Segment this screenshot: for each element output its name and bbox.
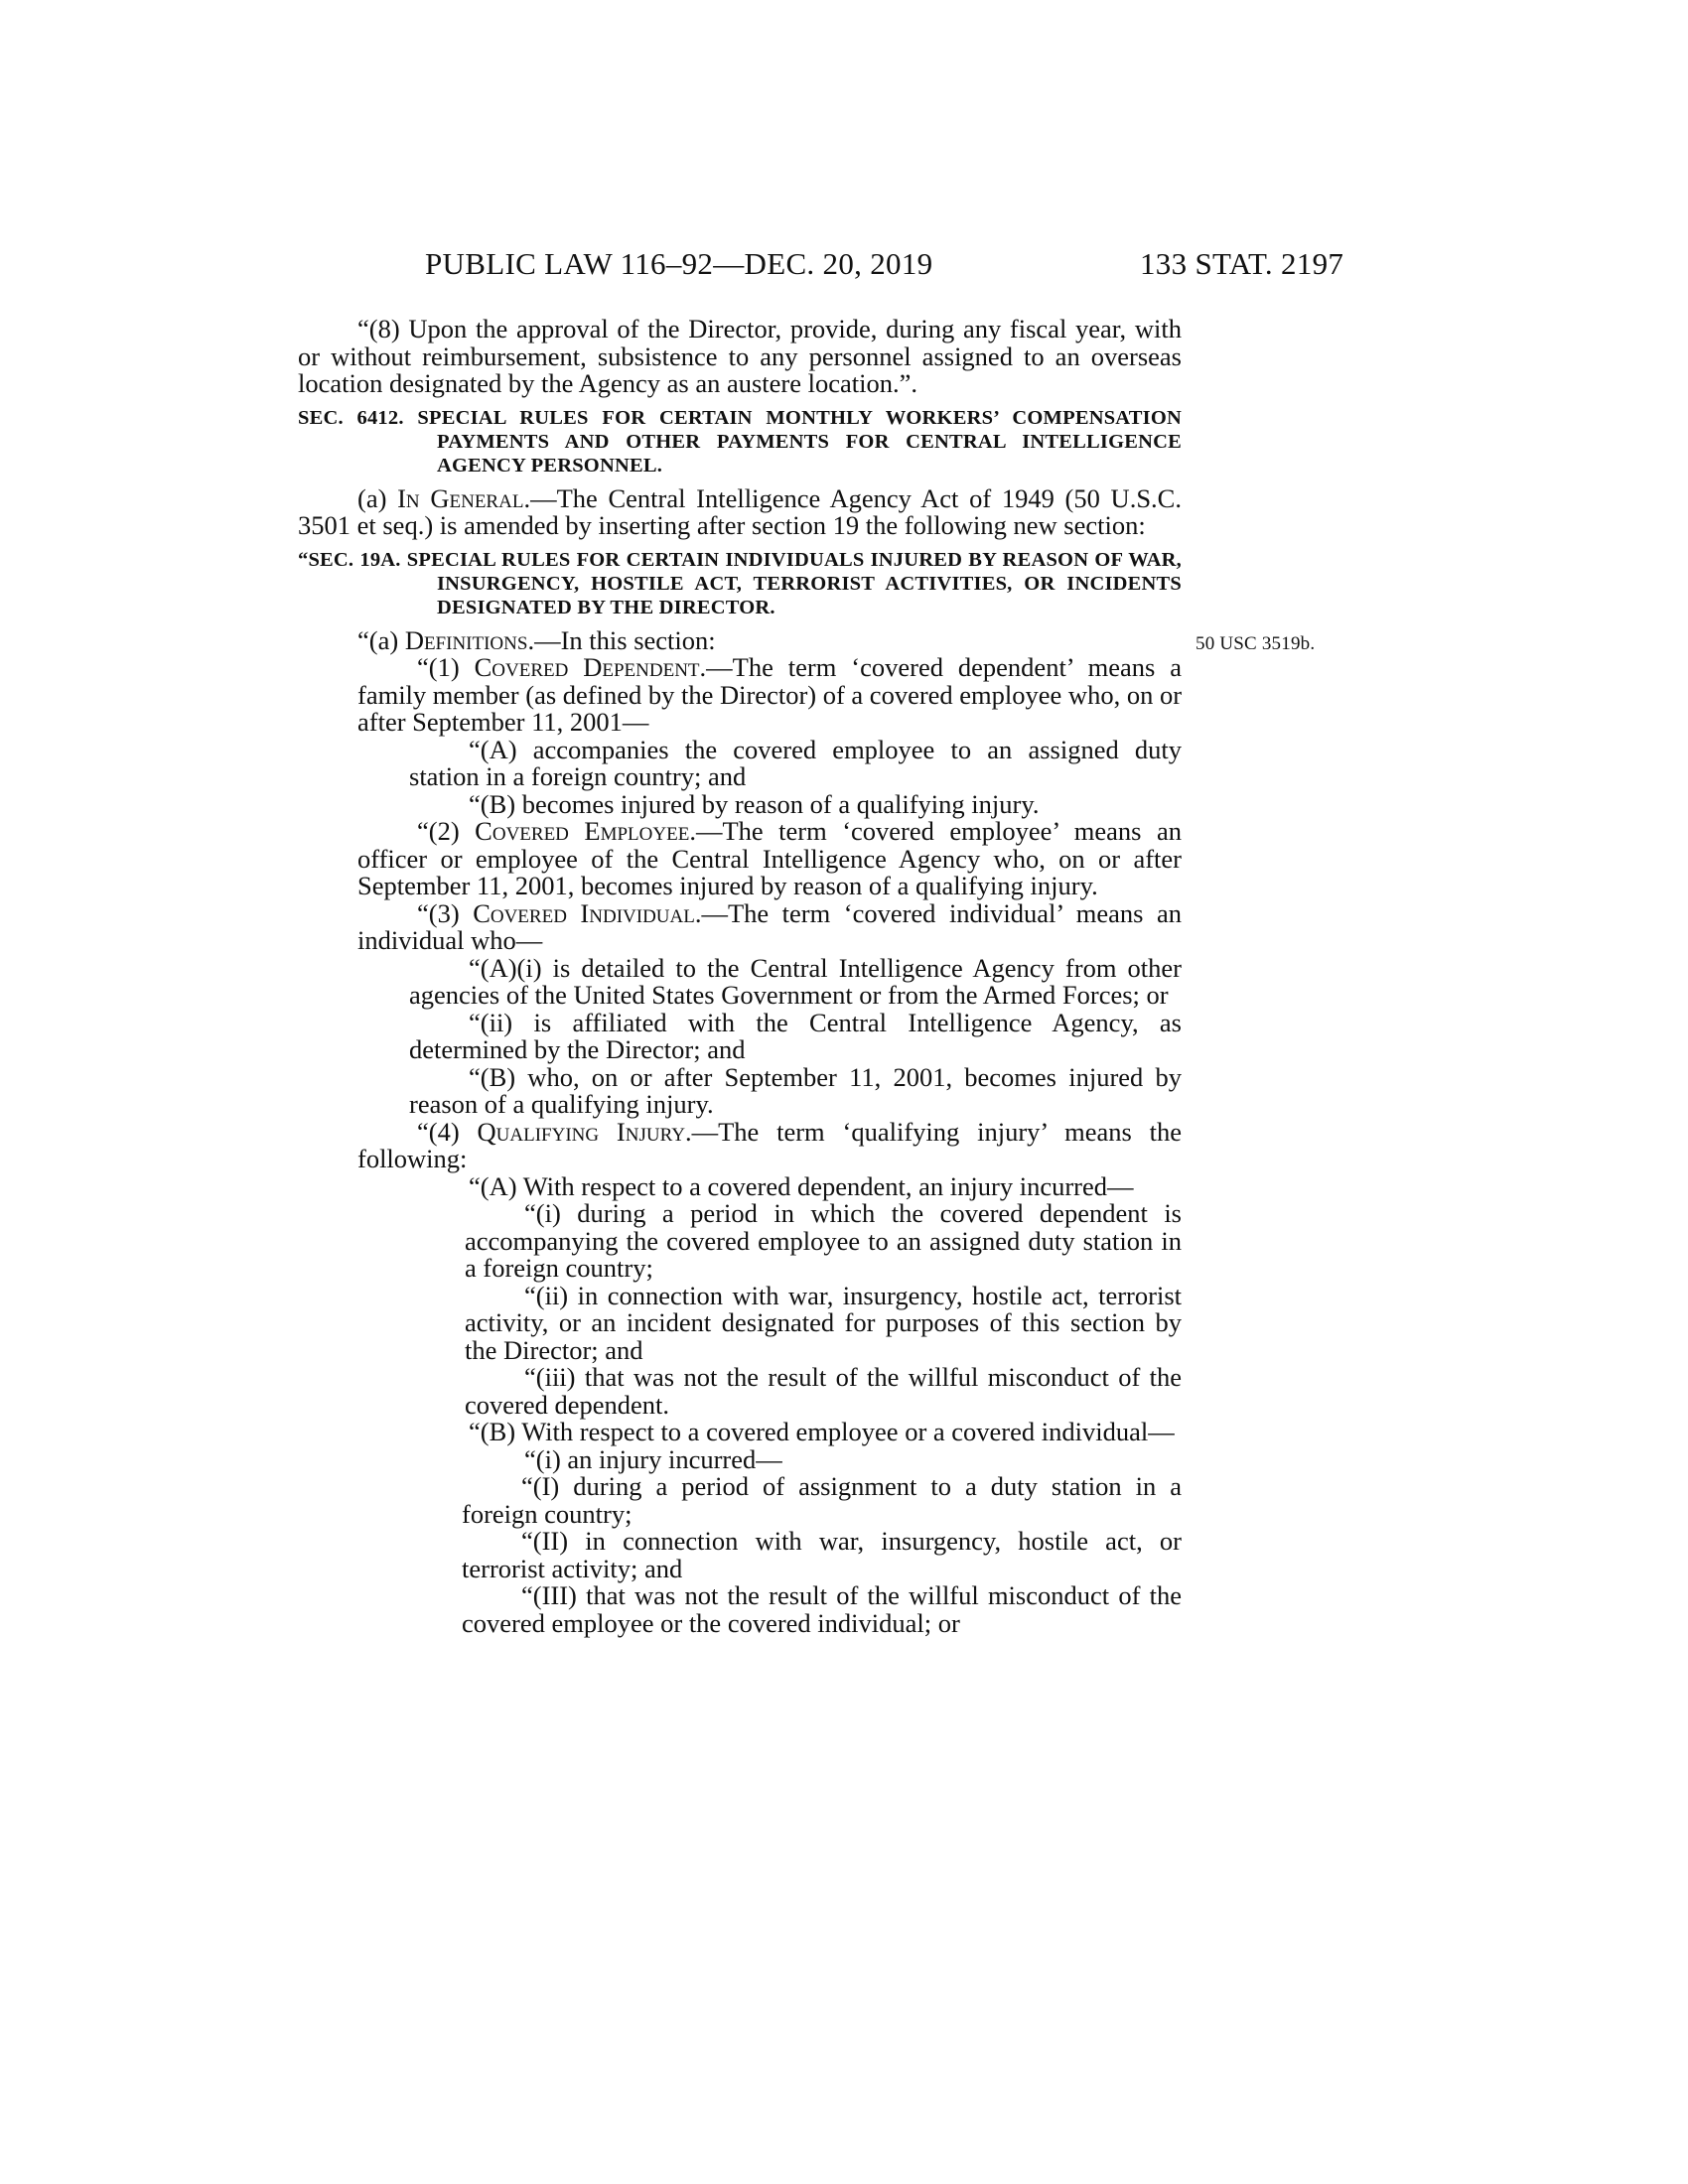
paragraph-text: “(i) an injury incurred— xyxy=(524,1443,782,1474)
paragraph-text: “(B) becomes injured by reason of a qualifying injury. xyxy=(469,788,1040,819)
paragraph xyxy=(298,1473,1182,1528)
paragraph-text: “SEC. 19A. SPECIAL RULES FOR CERTAIN INDIVIDUALS INJURED BY REASON OF WAR, INSURGENCY, HOSTILE ACT, TERRORIST ACTIVITIES, OR INCIDENTS DESIGNATED BY THE DIRECTOR. xyxy=(298,548,1182,618)
paragraph xyxy=(298,952,1182,1010)
section-heading xyxy=(298,548,1182,619)
paragraph xyxy=(298,818,1182,900)
paragraph xyxy=(298,1582,1182,1637)
paragraph xyxy=(298,788,1182,819)
paragraph-text: “(A)(i) is detailed to the Central Intelligence Agency from other agencies of the United States Government or from the Armed Forces; or xyxy=(409,952,1182,1010)
paragraph-heading: Qualifying Injury xyxy=(477,1116,685,1147)
paragraph-text: .—The term ‘qualifying injury’ means the following: xyxy=(357,1116,1183,1173)
paragraph xyxy=(298,654,1182,737)
paragraph-text: .—The Central Intelligence Agency Act of 1949 (50 U.S.C. 3501 et seq.) is amended by inserting after section 19 the following new section: xyxy=(298,482,1182,540)
paragraph xyxy=(298,1443,1182,1474)
paragraph-text: .—The term ‘covered employee’ means an officer or employee of the Central Intelligence Agency who, on or after September 11, 2001, becomes injured by reason of a qualifying injury. xyxy=(357,816,1182,900)
paragraph-text: “(ii) is affiliated with the Central Intelligence Agency, as determined by the Director; and xyxy=(409,1007,1182,1064)
paragraph-text: “(A) accompanies the covered employee to an assigned duty station in a foreign country; and xyxy=(409,734,1182,791)
paragraph-text: “(B) With respect to a covered employee or a covered individual— xyxy=(469,1417,1175,1446)
paragraph xyxy=(298,1116,1183,1173)
section-heading xyxy=(298,406,1182,478)
paragraph-text: .—The term ‘covered dependent’ means a family member (as defined by the Director) of a covered employee who, on or after September 11, 2001— xyxy=(357,652,1183,737)
running-head-title: PUBLIC LAW 116–92—DEC. 20, 2019 xyxy=(425,246,933,281)
paragraph-text: “(III) that was not the result of the willful misconduct of the covered employee or the covered individual; or xyxy=(462,1580,1182,1638)
paragraph xyxy=(298,897,1183,955)
paragraph-text: “(II) in connection with war, insurgency, hostile act, or terrorist activity; and xyxy=(462,1526,1182,1583)
paragraph xyxy=(298,1280,1182,1365)
paragraph-text: .—In this section: xyxy=(527,624,716,655)
paragraph xyxy=(298,1061,1182,1119)
paragraph-heading: Covered Employee xyxy=(475,816,690,846)
paragraph-designator: “(1) xyxy=(417,652,475,682)
paragraph xyxy=(298,734,1182,791)
paragraph-heading: Covered Individual xyxy=(473,897,695,928)
paragraph xyxy=(298,1170,1182,1201)
paragraph xyxy=(298,316,1182,398)
paragraph-text: “(i) during a period in which the covered dependent is accompanying the covered employee to an assigned duty station in a foreign country; xyxy=(465,1198,1182,1283)
paragraph-designator: “(2) xyxy=(417,816,476,846)
paragraph-text: .—The term ‘covered individual’ means an individual who— xyxy=(357,897,1183,955)
paragraph-heading: In General xyxy=(397,482,524,513)
paragraph-text: SEC. 6412. SPECIAL RULES FOR CERTAIN MONTHLY WORKERS’ COMPENSATION PAYMENTS AND OTHER PAYMENTS FOR CENTRAL INTELLIGENCE AGENCY PERSONNEL. xyxy=(298,406,1182,477)
paragraph-heading: Definitions xyxy=(404,624,528,655)
paragraph-text: “(ii) in connection with war, insurgency, hostile act, terrorist activity, or an incident designated for purposes of this section by the Director; and xyxy=(465,1280,1182,1365)
paragraph-heading: Covered Dependent xyxy=(474,652,700,682)
paragraph-designator: (a) xyxy=(357,482,398,513)
paragraph-text: “(8) Upon the approval of the Director, provide, during any fiscal year, with or without reimbursement, subsistence to any personnel assigned to an overseas location designated by the Agency as an austere location.”. xyxy=(298,314,1182,398)
margin-citation: 50 USC 3519b. xyxy=(1196,633,1316,654)
paragraph xyxy=(298,1528,1182,1582)
paragraph-designator: “(a) xyxy=(357,624,405,655)
paragraph-text: “(I) during a period of assignment to a duty station in a foreign country; xyxy=(462,1471,1182,1529)
paragraph xyxy=(298,1419,1182,1446)
paragraph-designator: “(3) xyxy=(417,897,474,928)
document-body xyxy=(298,316,1182,1637)
paragraph-text: “(A) With respect to a covered dependent, an injury incurred— xyxy=(469,1170,1134,1201)
paragraph xyxy=(298,624,1182,655)
paragraph xyxy=(298,1007,1182,1064)
paragraph xyxy=(298,1364,1182,1419)
paragraph-designator: “(4) xyxy=(417,1116,478,1147)
paragraph xyxy=(298,1200,1182,1283)
stat-page-number: 133 STAT. 2197 xyxy=(1140,246,1344,281)
page-header xyxy=(0,246,1688,286)
paragraph xyxy=(298,482,1182,540)
paragraph-text: “(iii) that was not the result of the willful misconduct of the covered dependent. xyxy=(465,1362,1182,1420)
paragraph-text: “(B) who, on or after September 11, 2001, becomes injured by reason of a qualifying injury. xyxy=(409,1061,1182,1119)
